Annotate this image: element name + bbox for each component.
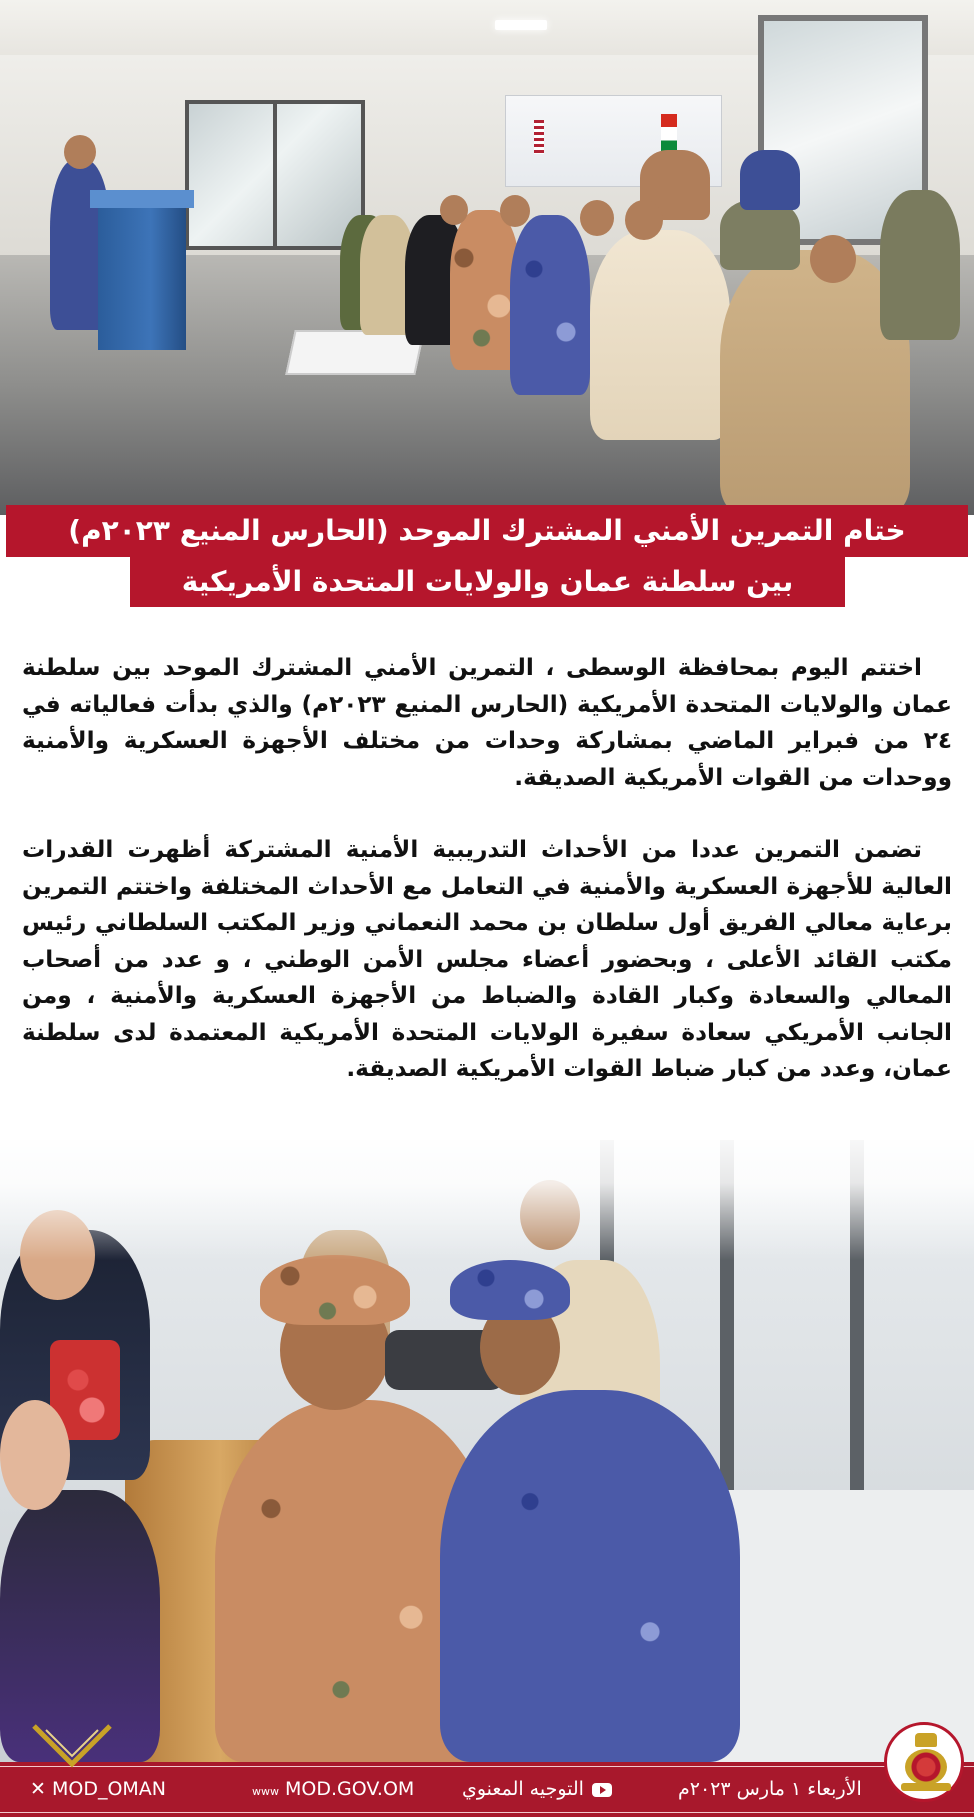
attendee — [720, 200, 800, 270]
shield-icon — [905, 1749, 947, 1785]
photo-fade — [0, 1120, 974, 1260]
lectern — [98, 200, 186, 350]
official-navy — [440, 1390, 740, 1762]
article-paragraph-1 — [22, 650, 952, 796]
ceremony-photo — [0, 0, 974, 515]
attendee — [590, 230, 730, 440]
attendee-head — [580, 200, 614, 236]
speaker-head — [64, 135, 96, 169]
headline-line-2: بين سلطنة عمان والولايات المتحدة الأمريكية — [130, 557, 845, 607]
paragraph-1-text: اختتم اليوم بمحافظة الوسطى ، التمرين الأمني المشترك الموحد بين سلطنة عمان والولايات المتحدة الأمريكية (الحارس المنيع ٢٠٢٣م) والذي بدأت فعالياته في ٢٤ من فبراير الماضي بمشاركة وحدات من مختلف الأجهزة العسكرية والأمنية ووحدات من القوات الأمريكية الصديقة. — [22, 654, 953, 791]
headline-line-1: ختام التمرين الأمني المشترك الموحد (الحارس المنيع ٢٠٢٣م) — [6, 505, 968, 557]
attendee — [510, 215, 590, 395]
crown-icon — [915, 1733, 937, 1747]
youtube-icon — [592, 1783, 612, 1797]
attendee-head — [500, 195, 530, 227]
turban — [450, 1260, 570, 1320]
twitter-handle: MOD_OMAN — [51, 1778, 167, 1800]
glass-door — [185, 100, 365, 250]
website-url: MOD.GOV.OM — [285, 1778, 415, 1800]
exercise-badge-icon — [30, 1720, 114, 1768]
footer-date: الأربعاء ١ مارس ٢٠٢٣م — [678, 1778, 862, 1800]
attendee-head — [625, 200, 663, 240]
footer-website[interactable] — [252, 1762, 414, 1817]
twitter-icon: ✕ — [30, 1778, 52, 1800]
headline — [0, 505, 974, 610]
mod-emblem-icon — [884, 1722, 964, 1802]
footer-twitter[interactable] — [30, 1762, 166, 1817]
attendee — [880, 190, 960, 340]
attendee-head — [0, 1400, 70, 1510]
attendee — [740, 150, 800, 210]
footer-bar — [0, 1762, 974, 1817]
side-table — [285, 330, 425, 375]
ribbon-icon — [901, 1783, 951, 1791]
article-paragraph-2 — [22, 832, 952, 1088]
us-flag-icon — [534, 120, 544, 154]
ceiling-light — [495, 20, 547, 30]
paragraph-2-text: تضمن التمرين عددا من الأحداث التدريبية الأمنية المشتركة أظهرت القدرات العالية للأجهزة العسكرية والأمنية في التعامل مع الأحداث المختلفة واختتم التمرين برعاية معالي الفريق أول سلطان بن محمد النعماني وزير المكتب السلطاني رئيس مكتب القائد الأعلى ، وبحضور أعضاء مجلس الأمن الوطني ، و عدد من أصحاب المعالي والسعادة وكبار القادة والضباط من الأجهزة العسكرية والأمنية ، ومن الجانب الأمريكي سعادة سفيرة الولايات المتحدة الأمريكية المعتمدة لدى سلطنة عمان، وعدد من كبار ضباط القوات الأمريكية الصديقة. — [22, 836, 952, 1082]
youtube-channel: التوجيه المعنوي — [462, 1778, 584, 1800]
web-prefix: www — [252, 1785, 279, 1798]
attendee-head — [440, 195, 468, 225]
attendee-head — [810, 235, 856, 283]
oman-flag-icon — [661, 114, 677, 154]
article-body — [22, 650, 952, 1088]
footer-youtube[interactable] — [462, 1762, 612, 1817]
turban — [260, 1255, 410, 1325]
